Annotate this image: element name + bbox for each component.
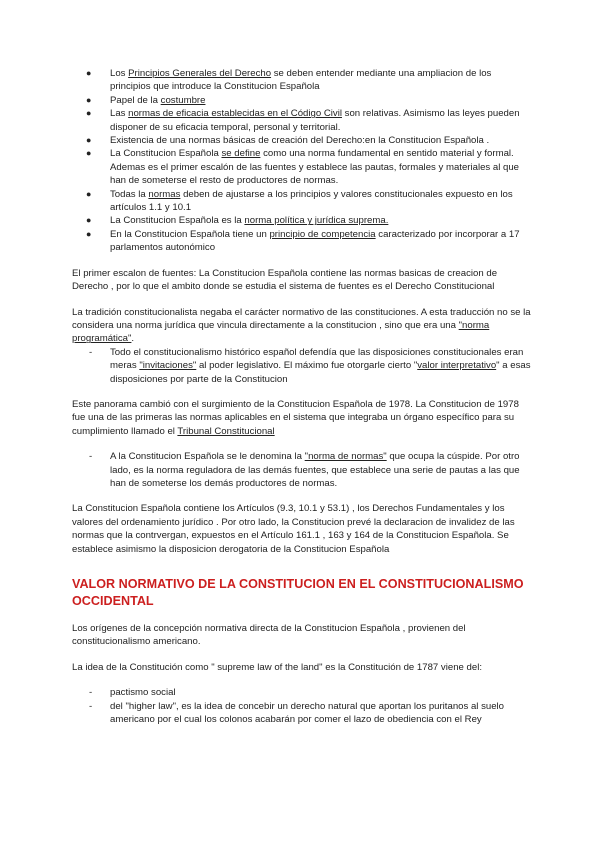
bullet-icon: ● [86,68,92,78]
dash-icon: - [89,346,93,358]
paragraph: Este panorama cambió con el surgimiento de la Constitucion Española de 1978. La Constitucion de 1978 fue una de las primeras las normas aplicables en el sistema que integraba un órgano específico para su cumplimiento llamado el Tribunal Constitucional [72,398,519,437]
list-item: ● Las normas de eficacia establecidas en el Código Civil son relativas. Asimismo las leyes pueden disponer de su eficacia temporal, personal y territorial. [86,108,520,133]
dash-icon: - [89,687,93,699]
paragraph: La idea de la Constitución como " supreme law of the land" es la Constitución de 1787 viene del: [72,661,482,673]
bullet-icon: ● [86,135,92,146]
dash-icon: - [89,700,93,712]
bullet-icon: ● [86,148,92,159]
inline-link[interactable]: "invitaciones" [139,360,197,372]
paragraph: La Constitucion Española contiene los Artículos (9.3, 10.1 y 53.1) , los Derechos Fundamentales y los valores del ordenamiento jurídico . Por otro lado, la Constitucion prevé la declaracion de invalidez de las normas que la contrvergan, expuestos en el Artículo 161.1 , 163 y 164 de la Constitucion Española. Se establece asimismo la disposicion derogatoria de la Constitucion Española [72,503,515,555]
inline-link[interactable]: Tribunal Constitucional [177,425,275,437]
list-item: ● Los Principios Generales del Derecho se deben entender mediante una ampliacion de los principios que introduce la Constitucion Española [86,68,492,93]
document-body [72,67,532,726]
list-item: - A la Constitucion Española se le denomina la "norma de normas" que ocupa la cúspide. Por otro lado, es la norma reguladora de las demás fuentes, que establece una serie de pautas a las que han de someterse los demás productores de normas. [89,451,520,489]
bullet-icon: ● [86,215,92,226]
dash-list [72,686,532,726]
inline-link[interactable]: valor interpretativo [417,360,497,372]
list-item: ● En la Constitucion Española tiene un principio de competencia caracterizado por incorporar a 17 parlamentos autonómico [86,228,520,254]
inline-link[interactable]: costumbre [160,94,206,106]
bullet-list [72,67,532,255]
list-item: - Todo el constitucionalismo histórico español defendía que las disposiciones constitucionales eran meras "invitaciones" al poder legislativo. El máximo fue otorgarle cierto "valor interpretativo" a esas disposiciones por parte de la Constitucion [89,346,531,385]
bullet-icon: ● [86,228,92,239]
bullet-icon: ● [86,108,92,119]
dash-list [72,346,532,386]
list-item: - del "higher law", es la idea de concebir un derecho natural que aportan los puritanos al suelo americano por el cual los colonos acabarán por comer el lazo de obediencia con el Rey [89,700,505,726]
inline-link[interactable]: se define [221,148,261,160]
list-item: ● La Constitucion Española es la norma política y jurídica suprema. [86,215,389,227]
inline-link[interactable]: normas de eficacia establecidas en el Código Civil [128,108,342,120]
inline-link[interactable]: "norma programática" [72,319,490,345]
list-item: ● Existencia de una normas básicas de creación del Derecho:en la Constitucion Española . [86,135,490,147]
list-item: ● La Constitucion Española se define como una norma fundamental en sentido material y formal. Ademas es el primer escalón de las fuentes y establece las pautas, formales y materiales al que han de someterse el resto de productores de normas. [86,148,520,187]
dash-list [72,450,532,490]
inline-link[interactable]: Principios Generales del Derecho [128,68,272,79]
inline-link[interactable]: norma política y jurídica suprema. [244,215,389,227]
inline-link[interactable]: normas [148,188,181,200]
list-item: - pactismo social [89,687,176,699]
list-item: ● Todas la normas deben de ajustarse a los principios y valores constitucionales expuesto en los artículos 1.1 y 10.1 [86,188,513,214]
section-heading: VALOR NORMATIVO DE LA CONSTITUCION EN EL CONSTITUCIONALISMO OCCIDENTAL [72,577,524,608]
paragraph: El primer escalon de fuentes: La Constitucion Española contiene las normas basicas de creacion de Derecho , por lo que el ambito donde se estudia el sistema de fuentes es el Derecho Constitucional [72,267,498,293]
bullet-icon: ● [86,94,92,105]
list-item: ● Papel de la costumbre [86,94,206,106]
paragraph: La tradición constitucionalista negaba el carácter normativo de las constituciones. A esta traducción no se la considera una norma jurídica que vincula directamente a la constitucion , sino que era una "norma programática". [72,306,531,345]
paragraph: Los orígenes de la concepción normativa directa de la Constitucion Española , provienen del constitucionalismo americano. [72,623,466,648]
inline-link[interactable]: principio de competencia [269,228,376,240]
inline-link[interactable]: "norma de normas" [304,451,387,463]
bullet-icon: ● [86,188,92,199]
dash-icon: - [89,451,93,463]
